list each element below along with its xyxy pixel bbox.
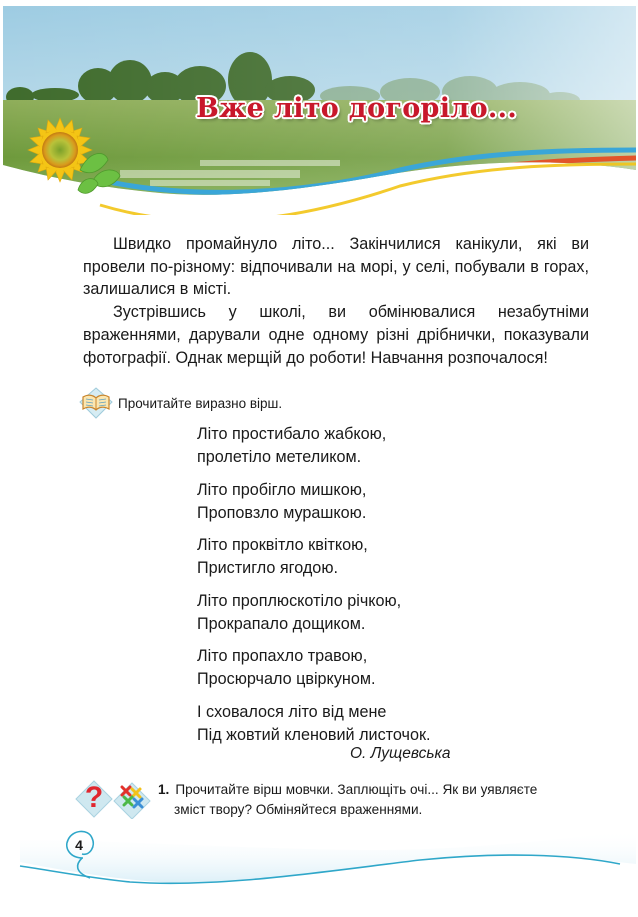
poem-line: Прокрапало дощиком. — [197, 614, 366, 633]
poem-line: І сховалося літо від мене — [197, 702, 387, 721]
poem-line: Літо проплюскотіло річкою, — [197, 591, 402, 610]
page-footer — [0, 820, 638, 912]
question-item — [158, 780, 588, 820]
question-mark-icon — [76, 781, 112, 817]
intro-paragraph: Зустрівшись у школі, ви обмінювалися незабутніми враженнями, дарували одне одному різні дрібнички, показували фотографії. Однак мерщій до роботи! Навчання розпочалося! — [83, 303, 589, 367]
question-text-line: Прочитайте вірш мовчки. Заплющіть очі... Як ви уявляєте — [175, 782, 538, 797]
poem-line: Літо пробігло мишкою, — [197, 480, 367, 499]
puzzle-cross-icon — [114, 783, 150, 819]
open-book-icon — [78, 386, 114, 420]
task-label: Прочитайте виразно вірш. — [118, 395, 283, 411]
poem-line: Проповзло мурашкою. — [197, 503, 367, 522]
poem-author: О. Лущевська — [350, 745, 451, 762]
page-number: 4 — [75, 837, 83, 853]
question-number: 1. — [158, 782, 170, 797]
sunflower-icon — [28, 118, 92, 182]
poem-line: Літо простибало жабкою, — [197, 425, 387, 443]
intro-paragraph: Швидко промайнуло літо... Закінчилися канікули, які ви провели по-різному: відпочивали на морі, у селі, побували в горах, залишалися в місті. — [83, 235, 589, 299]
page-title: Вже літо догоріло... — [196, 93, 518, 124]
poem-line: Літо пропахло травою, — [197, 647, 368, 666]
svg-text:?: ? — [84, 781, 104, 814]
poem-line: Просюрчало цвіркуном. — [197, 670, 376, 689]
poem-line: пролетіло метеликом. — [197, 448, 362, 466]
poem — [197, 423, 497, 757]
question-icons — [74, 775, 154, 819]
poem-line: Під жовтий кленовий листочок. — [197, 725, 431, 744]
poem-stanza — [197, 590, 497, 636]
poem-line: Літо проквітло квіткою, — [197, 536, 368, 555]
header-banner — [0, 0, 638, 215]
poem-stanza — [197, 479, 497, 525]
poem-stanza — [197, 645, 497, 691]
poem-stanza — [197, 423, 497, 469]
poem-line: Пристигло ягодою. — [197, 559, 338, 578]
poem-stanza — [197, 701, 497, 747]
intro-text — [83, 233, 589, 369]
reading-task — [78, 386, 282, 420]
poem-stanza — [197, 534, 497, 580]
question-text-line: зміст твору? Обміняйтеся враженнями. — [174, 802, 423, 817]
